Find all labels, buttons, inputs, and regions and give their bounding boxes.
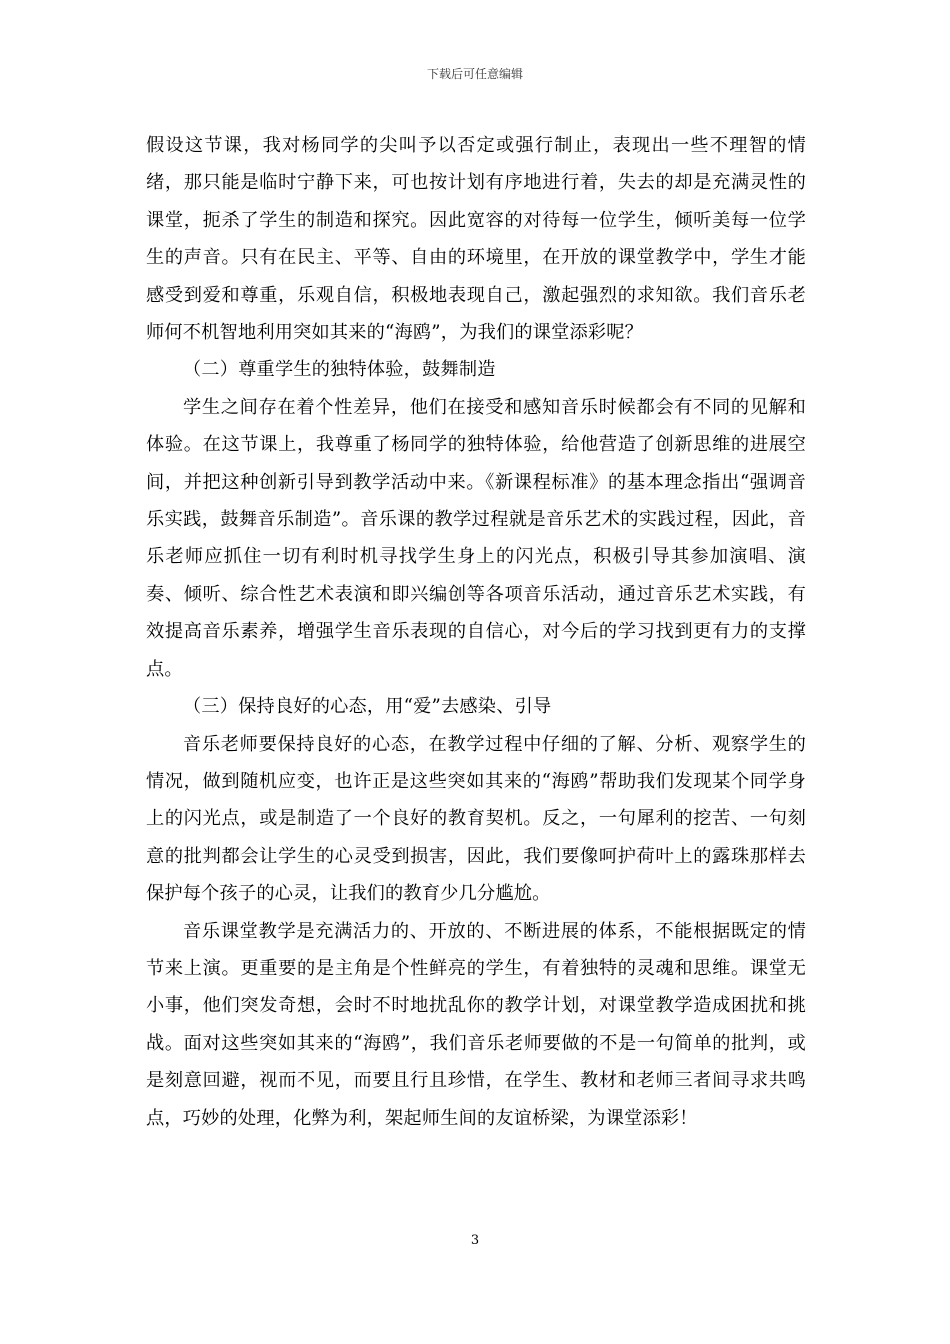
section-heading-2: （二）尊重学生的独特体验，鼓舞制造 (183, 359, 496, 381)
paragraph-3: 音乐老师要保持良好的心态，在教学过程中仔细的了解、分析、观察学生的情况，做到随机应变，也许正是这些突如其来的“海鸥”帮助我们发现某个同学身上的闪光点，或是制造了一个良好的教育契机。反之，一句犀利的挖苦、一句刻意的批判都会让学生的心灵受到损害，因此，我们要像呵护荷叶上的露珠那样去保护每个孩子的心灵，让我们的教育少几分尴尬。 (146, 733, 806, 905)
paragraph-2: 学生之间存在着个性差异，他们在接受和感知音乐时候都会有不同的见解和体验。在这节课上，我尊重了杨同学的独特体验，给他营造了创新思维的进展空间，并把这种创新引导到教学活动中来。《新课程标准》的基本理念指出“强调音乐实践，鼓舞音乐制造”。音乐课的教学过程就是音乐艺术的实践过程，因此，音乐老师应抓住一切有利时机寻找学生身上的闪光点，积极引导其参加演唱、演奏、倾听、综合性艺术表演和即兴编创等各项音乐活动，通过音乐艺术实践，有效提高音乐素养，增强学生音乐表现的自信心，对今后的学习找到更有力的支撑点。 (146, 396, 806, 680)
document-body (146, 127, 806, 1137)
page-number: 3 (470, 1233, 480, 1248)
page-header: 下载后可任意编辑 (426, 67, 523, 81)
section-heading-3: （三）保持良好的心态，用“爱”去感染、引导 (183, 696, 552, 718)
paragraph-1: 假设这节课，我对杨同学的尖叫予以否定或强行制止，表现出一些不理智的情绪，那只能是临时宁静下来，可也按计划有序地进行着，失去的却是充满灵性的课堂，扼杀了学生的制造和探究。因此宽容的对待每一位学生，倾听美每一位学生的声音。只有在民主、平等、自由的环境里，在开放的课堂教学中，学生才能感受到爱和尊重，乐观自信，积极地表现自己，激起强烈的求知欲。我们音乐老师何不机智地利用突如其来的“海鸥”，为我们的课堂添彩呢？ (146, 135, 806, 344)
paragraph-4: 音乐课堂教学是充满活力的、开放的、不断进展的体系，不能根据既定的情节来上演。更重要的是主角是个性鲜亮的学生，有着独特的灵魂和思维。课堂无小事，他们突发奇想，会时不时地扰乱你的教学计划，对课堂教学造成困扰和挑战。面对这些突如其来的“海鸥”，我们音乐老师要做的不是一句简单的批判，或是刻意回避，视而不见，而要且行且珍惜，在学生、教材和老师三者间寻求共鸣点，巧妙的处理，化弊为利，架起师生间的友谊桥梁，为课堂添彩！ (146, 920, 806, 1129)
